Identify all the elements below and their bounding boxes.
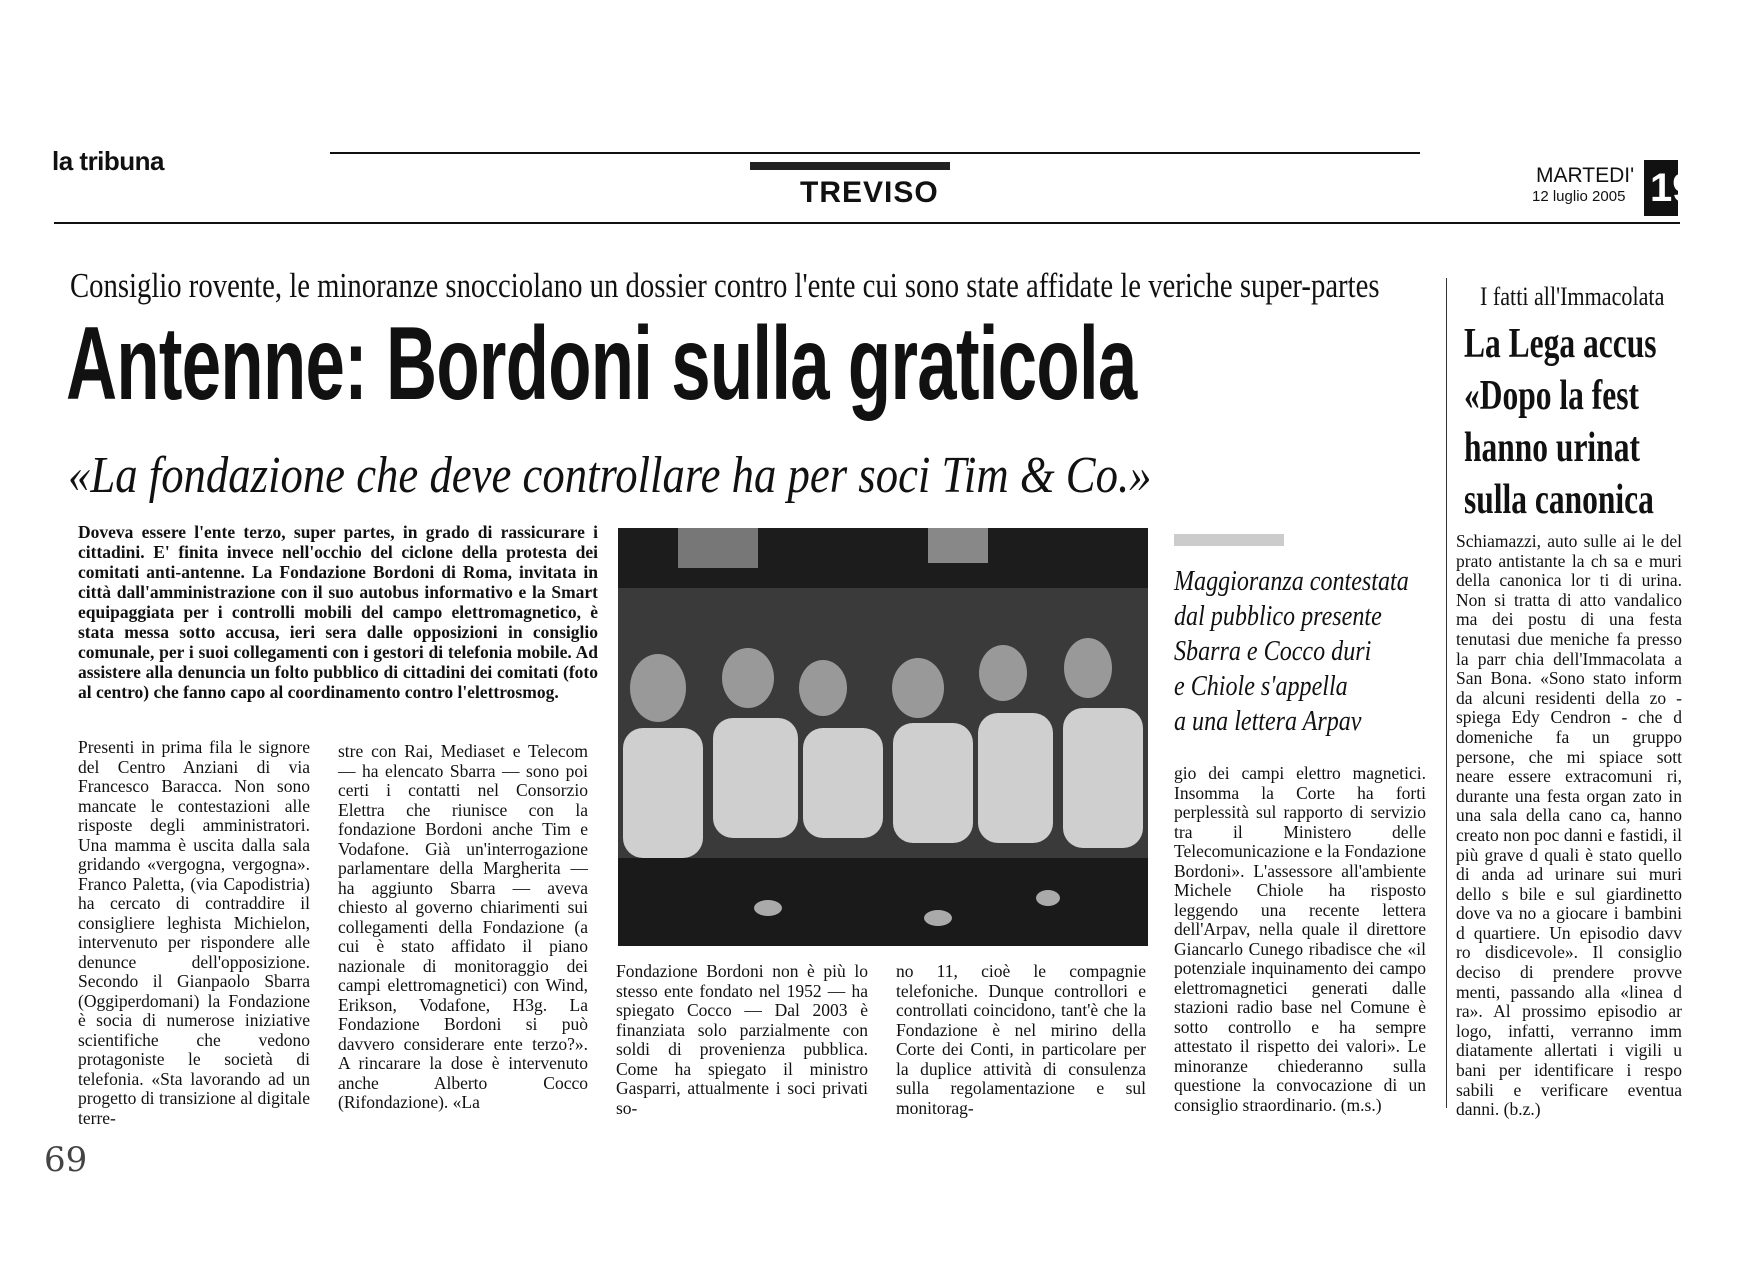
right-headline-line: «Dopo la fest <box>1464 373 1639 419</box>
sidebar-marker <box>1174 534 1284 546</box>
sidebar-subhead-line: dal pubblico presente <box>1174 601 1382 632</box>
article-column-4: no 11, cioè le compagnie telefoniche. Dunque controllori e controllati coincidono, tant'è che la Fondazione è nel mirino della Corte dei Conti, in particolare per la duplice attività di consulenza sulla regolamentazione e sul monitorag- <box>896 961 1146 1118</box>
article-column-5: gio dei campi elettro magnetici. Insomma la Corte ha forti perplessità sul rapporto di servizio tra il Ministero delle Telecomunicazione e la Fondazione Bordoni». L'assessore all'ambiente Michele Chiole ha risposto leggendo una recente lettera dell'Arpav, nella quale il direttore Giancarlo Cunego ribadisce che «il potenziale inquinamento dei campo elettromagnetici generati dalle stazioni radio base nel Comune è sotto controllo e ha sempre attestato il rispetto dei valori». Le minoranze chiederanno sulla questione la convocazione di un consiglio straordinario. (m.s.) <box>1174 763 1426 1115</box>
handwritten-note: 69 <box>44 1140 88 1180</box>
right-article-body: Schiamazzi, auto sulle ai le del prato antistante la ch sa e muri della canonica lor ti di urina. Non si tratta di atto vandalico ma dei postu di una festa tenutasi due meniche fa presso la parr chia dell'Immacolata a San Bona. «Sono stato inform da alcuni residenti della zo - spiega Edy Cendron - che d domeniche fa un gruppo persone, che mi spiace sott neare essere extracomuni ri, durante una festa organ zato in una sala della cano ca, hanno creato non poc danni e fastidi, il più grave d quali è stato quello di anda ad urinare sui muri dello s bile e sul giardinetto dove va no a giocare i bambini d quartiere. Un episodio davv ro disdicevole». Il consiglio deciso di prendere provve menti, passando alla «linea d ra». Al prossimo episodio ar logo, infatti, verranno imm diatamente allertati i vigili u bani per identificare i respo sabili e verificare eventua danni. (b.z.) <box>1456 531 1682 1120</box>
sidebar-subhead-line: Maggioranza contestata <box>1174 566 1409 597</box>
article-column-2: stre con Rai, Mediaset e Telecom — ha elencato Sbarra — sono poi certi i contatti nel Consorzio Elettra che riunisce con la fondazione Bordoni anche Tim e Vodafone. Già un'interrogazione parlamentare della Margherita — ha aggiunto Sbarra — aveva chiesto al governo chiarimenti sui collegamenti della Fondazione (a cui è stato affidato il piano nazionale di monitoraggio dei campi elettromagnetici) con Wind, Erikson, Vodafone, H3g. La Fondazione Bordoni si può davvero considerare ente terzo?». A rincarare la dose è intervenuto anche Alberto Cocco (Rifondazione). «La <box>338 741 588 1112</box>
column-divider <box>1446 278 1447 1108</box>
photo-illustration <box>618 528 1148 946</box>
right-headline-line: hanno urinat <box>1464 425 1640 471</box>
issue-day: MARTEDI' <box>1536 164 1635 187</box>
right-headline-line: La Lega accus <box>1464 321 1657 367</box>
right-article-headline <box>1464 318 1656 526</box>
article-column-3: Fondazione Bordoni non è più lo stesso ente fondato nel 1952 — ha spiegato Cocco — Dal 2003 è finanziata solo parzialmente con soldi di provenienza pubblica. Come ha spiegato il ministro Gasparri, attualmente i soci privati so- <box>616 961 868 1118</box>
top-rule <box>330 152 1420 154</box>
sidebar-subhead-line: a una lettera Arpav <box>1174 706 1362 737</box>
sidebar-subhead-line: Sbarra e Cocco duri <box>1174 636 1372 667</box>
section-rule <box>750 162 950 170</box>
article-subhead: «La fondazione che deve controllare ha per soci Tim & Co.» <box>68 447 1152 504</box>
right-article-kicker: I fatti all'Immacolata <box>1480 282 1665 311</box>
issue-date: 12 luglio 2005 <box>1532 188 1626 205</box>
audience-photo <box>618 528 1148 946</box>
sidebar-subhead-line: e Chiole s'appella <box>1174 671 1348 702</box>
article-kicker: Consiglio rovente, le minoranze snocciolano un dossier contro l'ente cui sono state affidate le veriche super-partes <box>70 266 1380 305</box>
page-number: 19 <box>1644 160 1678 216</box>
sidebar-subhead <box>1174 564 1409 739</box>
section-title: TREVISO <box>800 176 939 209</box>
masthead-logo: la tribuna <box>52 146 165 176</box>
right-headline-line: sulla canonica <box>1464 477 1654 523</box>
article-headline: Antenne: Bordoni sulla graticola <box>66 306 1137 422</box>
article-column-1: Presenti in prima fila le signore del Centro Anziani di via Francesco Baracca. Non sono mancate le contestazioni alle risposte degli amministratori. Una mamma è uscita dalla sala gridando «vergogna, vergogna». Franco Paletta, (via Capodistria) ha cercato di contraddire il consigliere leghista Michielon, intervenuto per rispondere alle denunce dell'opposizione. Secondo il Gianpaolo Sbarra (Oggiperdomani) la Fondazione è socia di numerose iniziative scientifiche che vedono protagoniste le società di telefonia. «Sta lavorando ad un progetto di transizione al digitale terre- <box>78 737 310 1128</box>
header-divider <box>54 222 1680 224</box>
article-lead: Doveva essere l'ente terzo, super partes, in grado di rassicurare i cittadini. E' finita invece nell'occhio del ciclone della protesta dei comitati anti-antenne. La Fondazione Bordoni di Roma, invitata in città dall'amministrazione con il suo autobus informativo e la Smart equipaggiata per i controlli mobili del campo elettromagnetico, è stata messa sotto accusa, ieri sera dalle opposizioni in consiglio comunale, per i suoi collegamenti con i gestori di telefonia mobile. Ad assistere alla denuncia un folto pubblico di cittadini dei comitati (foto al centro) che fanno capo al coordinamento contro l'elettrosmog. <box>78 522 598 702</box>
